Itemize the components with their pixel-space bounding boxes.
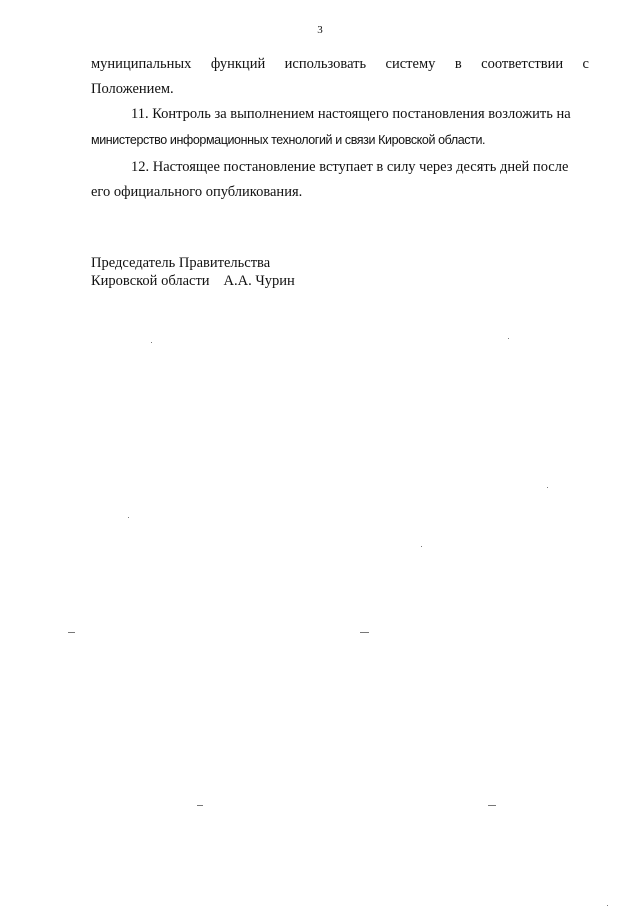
word: с: [582, 56, 589, 72]
signature-name: А.А. Чурин: [223, 273, 295, 289]
paragraph-10-line-1: [91, 55, 589, 73]
paragraph-12-line-1: 12. Настоящее постановление вступает в силу через десять дней после: [131, 159, 569, 175]
signature-title-line-1: Председатель Правительства: [91, 255, 271, 271]
signature-title-line-2: [91, 272, 295, 290]
scan-speck: [68, 632, 75, 633]
word: в: [454, 56, 462, 72]
signature-org: Кировской области: [91, 273, 210, 289]
scan-speck: [421, 546, 422, 547]
scan-speck: [488, 805, 496, 806]
scan-speck: [360, 632, 369, 633]
word: систему: [385, 56, 436, 72]
word: функций: [210, 56, 266, 72]
paragraph-10-line-2: Положением.: [91, 81, 174, 97]
word: муниципальных: [91, 56, 192, 72]
word: соответствии: [481, 56, 564, 72]
scan-speck: [151, 342, 152, 343]
scan-speck: [508, 338, 509, 339]
paragraph-11-line-2: министерство информационных технологий и связи Кировской области.: [91, 133, 486, 147]
scan-speck: [197, 805, 203, 806]
scan-speck: [128, 517, 129, 518]
page-number: 3: [317, 24, 323, 36]
paragraph-11-line-1: 11. Контроль за выполнением настоящего постановления возложить на: [131, 106, 571, 122]
word: использовать: [284, 56, 367, 72]
scan-speck: [547, 487, 548, 488]
paragraph-12-line-2: его официального опубликования.: [91, 184, 303, 200]
